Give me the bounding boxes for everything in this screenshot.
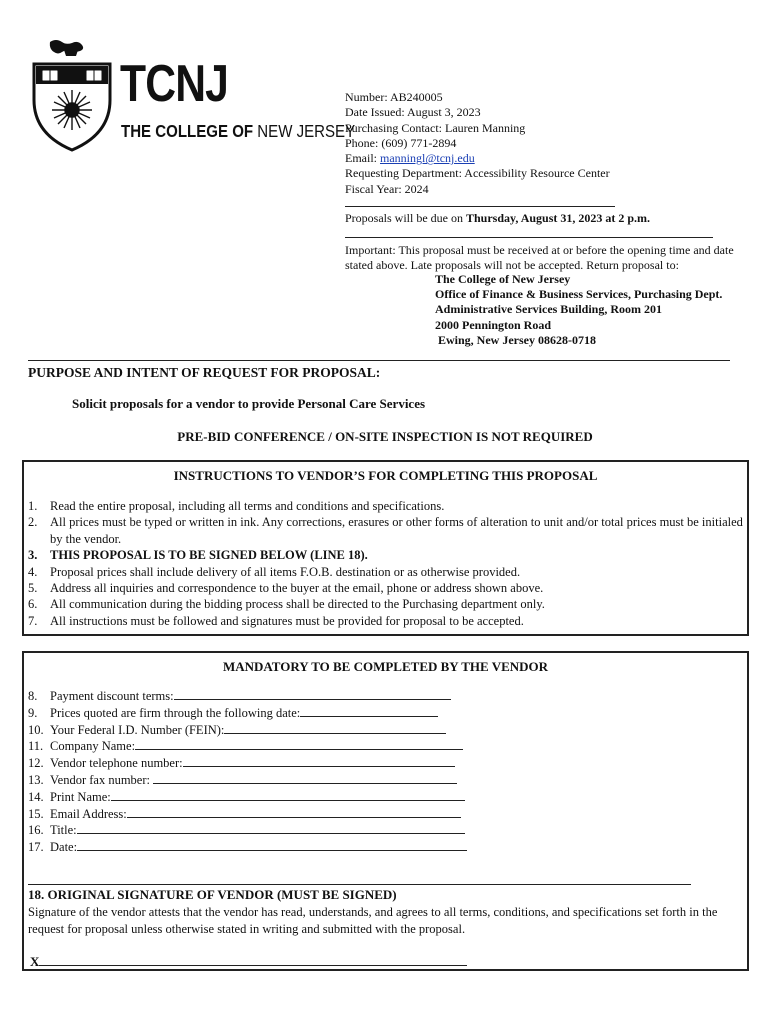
rfp-number: Number: AB240005 — [345, 90, 443, 104]
field-number: 14. — [28, 789, 44, 804]
due-date-line — [345, 211, 650, 226]
field-title — [28, 822, 467, 839]
company-name-input[interactable] — [135, 738, 463, 750]
signature-x: X — [30, 954, 40, 969]
item-text: Read the entire proposal, including all terms and conditions and specifications. — [50, 499, 445, 513]
field-number: 13. — [28, 772, 44, 787]
email-link[interactable]: manningl@tcnj.edu — [380, 151, 475, 166]
prebid-notice: PRE-BID CONFERENCE / ON-SITE INSPECTION IS NOT REQUIRED — [177, 429, 593, 444]
field-number: 17. — [28, 840, 44, 855]
instructions-title: INSTRUCTIONS TO VENDOR’S FOR COMPLETING THIS PROPOSAL — [173, 468, 598, 483]
item-text: All prices must be typed or written in ink. Any corrections, erasures or other forms of alteration to unit and/or total prices must be initialed by the vendor. — [50, 515, 743, 546]
item-number: 3. — [28, 548, 38, 563]
field-number: 9. — [28, 705, 38, 720]
divider — [345, 206, 615, 207]
instruction-item — [28, 564, 744, 580]
field-firm-date — [28, 705, 467, 722]
email-label: Email: — [345, 151, 380, 166]
item-text: All communication during the bidding process shall be directed to the Purchasing department only. — [50, 597, 545, 612]
field-date — [28, 839, 467, 856]
field-number: 10. — [28, 722, 44, 737]
logo-title: TCNJ — [120, 55, 229, 113]
title-input[interactable] — [77, 822, 465, 834]
item-text: Address all inquiries and correspondence to the buyer at the email, phone or address shown above. — [50, 581, 544, 596]
vendor-telephone-input[interactable] — [183, 755, 455, 767]
logo-subtitle-rest: NEW JERSEY — [253, 121, 356, 141]
print-name-input[interactable] — [111, 789, 465, 801]
field-label: Company Name: — [50, 739, 136, 754]
field-payment-discount — [28, 688, 467, 705]
due-date: Thursday, August 31, 2023 at 2 p.m. — [466, 211, 651, 225]
field-label: Prices quoted are firm through the following date: — [50, 705, 301, 720]
item-text: Proposal prices shall include delivery of all items F.O.B. destination or as otherwise provided. — [50, 564, 521, 579]
item-number: 7. — [28, 613, 38, 628]
field-number: 8. — [28, 689, 38, 703]
divider — [28, 360, 730, 361]
field-print-name — [28, 789, 467, 806]
address-line: Administrative Services Building, Room 201 — [435, 302, 662, 317]
instruction-item — [28, 514, 744, 547]
item-number: 4. — [28, 564, 38, 579]
field-number: 15. — [28, 806, 44, 821]
sunburst-icon — [52, 90, 92, 130]
divider — [345, 237, 713, 238]
field-label: Payment discount terms: — [50, 689, 174, 703]
field-label: Vendor telephone number: — [50, 756, 183, 771]
requesting-department: Requesting Department: Accessibility Resource Center — [345, 166, 610, 181]
field-vendor-fax — [28, 772, 467, 789]
field-label: Your Federal I.D. Number (FEIN): — [50, 722, 225, 737]
email-line — [345, 151, 610, 166]
instructions-list — [28, 498, 744, 629]
signature-input[interactable] — [39, 952, 467, 966]
due-prefix: Proposals will be due on — [345, 211, 466, 225]
fiscal-year: Fiscal Year: 2024 — [345, 181, 429, 196]
logo-subtitle-bold: THE COLLEGE OF — [121, 121, 254, 141]
instruction-item — [28, 613, 744, 629]
signature-line — [30, 952, 467, 970]
purchasing-contact: Purchasing Contact: Lauren Manning — [345, 120, 526, 135]
firm-date-input[interactable] — [300, 705, 438, 717]
field-fein — [28, 722, 467, 739]
field-label: Print Name: — [50, 789, 111, 804]
signature-title: 18. ORIGINAL SIGNATURE OF VENDOR (MUST BE SIGNED) — [28, 887, 397, 902]
instruction-item — [28, 596, 744, 612]
item-text: THIS PROPOSAL IS TO BE SIGNED BELOW (LINE 18). — [50, 548, 368, 563]
vendor-fields — [28, 688, 467, 856]
address-line: The College of New Jersey — [435, 272, 571, 286]
field-label: Vendor fax number: — [50, 772, 154, 787]
field-email-address — [28, 806, 467, 823]
vendor-fax-input[interactable] — [153, 772, 457, 784]
field-number: 16. — [28, 823, 44, 838]
logo-subtitle — [121, 121, 355, 141]
payment-discount-input[interactable] — [174, 688, 451, 700]
field-number: 12. — [28, 756, 44, 771]
item-number: 2. — [28, 515, 38, 530]
field-vendor-telephone — [28, 755, 467, 772]
divider — [28, 884, 691, 885]
important-notice: Important: This proposal must be received at or before the opening time and date stated above. Late proposals will not be accepted. Return proposal to: — [345, 243, 734, 273]
address-line: Office of Finance & Business Services, Purchasing Dept. — [435, 287, 723, 302]
item-number: 6. — [28, 597, 38, 612]
field-label: Date: — [50, 840, 78, 855]
lion-crest-icon — [50, 40, 83, 56]
item-number: 5. — [28, 581, 38, 596]
return-address — [435, 272, 722, 348]
tcnj-crest-icon — [30, 38, 114, 154]
field-label: Title: — [50, 823, 77, 838]
date-input[interactable] — [77, 839, 467, 851]
instruction-item — [28, 498, 744, 514]
signature-attestation: Signature of the vendor attests that the vendor has read, understands, and agrees to all terms, conditions, and specifications set forth in the request for proposal unless otherwise stated in writing and submitted with the proposal. — [28, 905, 718, 936]
address-line: 2000 Pennington Road — [435, 317, 552, 332]
mandatory-title: MANDATORY TO BE COMPLETED BY THE VENDOR — [222, 659, 549, 674]
fein-input[interactable] — [224, 722, 446, 734]
field-number: 11. — [28, 739, 44, 754]
solicit-text: Solicit proposals for a vendor to provide Personal Care Services — [72, 396, 426, 411]
instruction-item — [28, 547, 744, 563]
field-company-name — [28, 738, 467, 755]
item-text: All instructions must be followed and signatures must be provided for proposal to be accepted. — [50, 613, 524, 628]
address-line: Ewing, New Jersey 08628-0718 — [438, 332, 596, 347]
email-address-input[interactable] — [127, 806, 461, 818]
date-issued: Date Issued: August 3, 2023 — [345, 105, 481, 120]
item-number: 1. — [28, 499, 38, 513]
instruction-item — [28, 580, 744, 596]
field-label: Email Address: — [50, 806, 127, 821]
purpose-heading: PURPOSE AND INTENT OF REQUEST FOR PROPOSAL: — [28, 365, 381, 380]
phone: Phone: (609) 771-2894 — [345, 135, 457, 150]
rfp-info — [345, 90, 610, 197]
